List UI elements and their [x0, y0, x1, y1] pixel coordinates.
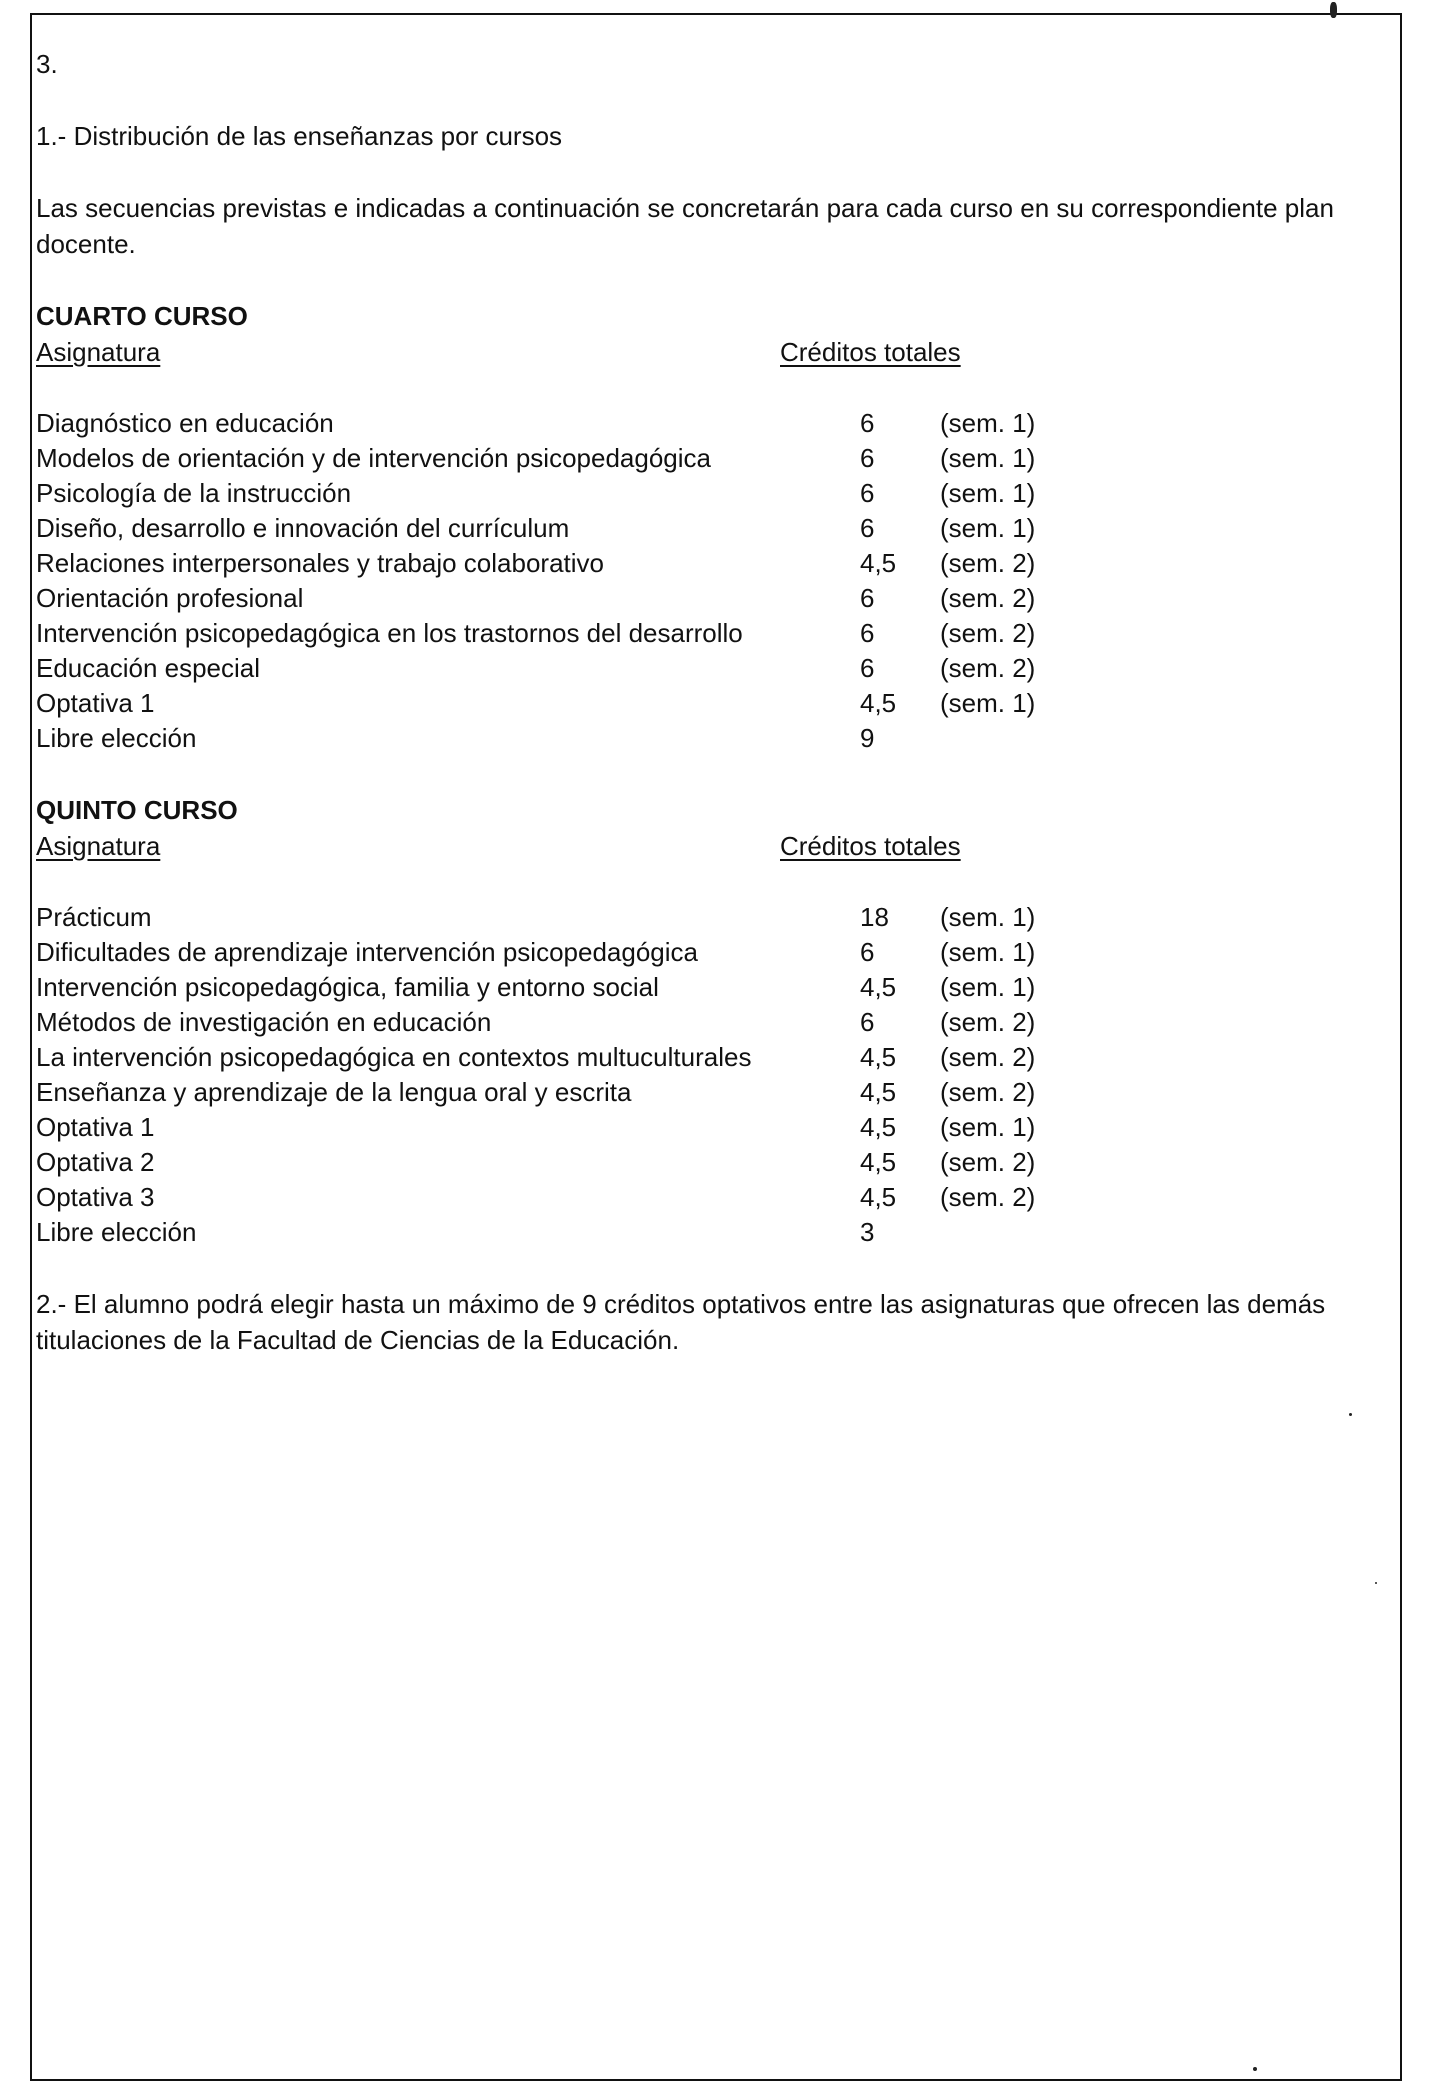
subject-cell: Optativa 2 [36, 1147, 155, 1177]
credits-column-header: Créditos totales [780, 337, 961, 367]
subject-cell: Prácticum [36, 902, 152, 932]
subject-cell: Dificultades de aprendizaje intervención psicopedagógica [36, 937, 698, 967]
semester-cell: (sem. 1) [940, 408, 1036, 438]
subject-cell: Modelos de orientación y de intervención psicopedagógica [36, 443, 711, 473]
document-body [36, 46, 1396, 1358]
table-row [36, 1005, 1396, 1040]
semester-cell: (sem. 1) [940, 937, 1036, 967]
table-row [36, 546, 1396, 581]
optional-credits-note: 2.- El alumno podrá elegir hasta un máximo de 9 créditos optativos entre las asignaturas que ofrecen las demás titulaciones de la Facultad de Ciencias de la Educación. [36, 1289, 1326, 1355]
scan-speck [1253, 2067, 1257, 2071]
table-row [36, 476, 1396, 511]
credits-cell: 4,5 [860, 972, 897, 1002]
column-headers [36, 334, 1396, 370]
table-row [36, 511, 1396, 546]
credits-cell: 6 [860, 478, 875, 508]
table-row [36, 616, 1396, 651]
credits-cell: 18 [860, 902, 889, 932]
credits-cell: 9 [860, 723, 875, 753]
credits-cell: 3 [860, 1217, 875, 1247]
credits-cell: 4,5 [860, 1147, 897, 1177]
subject-cell: Enseñanza y aprendizaje de la lengua oral y escrita [36, 1077, 632, 1107]
table-row [36, 1075, 1396, 1110]
subject-column-header: Asignatura [36, 337, 161, 367]
course-title: QUINTO CURSO [36, 795, 238, 825]
credits-cell: 6 [860, 583, 875, 613]
credits-cell: 6 [860, 443, 875, 473]
subject-cell: La intervención psicopedagógica en contextos multuculturales [36, 1042, 752, 1072]
scan-speck [1330, 2, 1337, 18]
table-row [36, 651, 1396, 686]
subject-cell: Diagnóstico en educación [36, 408, 334, 438]
subjects-table [36, 406, 1396, 756]
semester-cell: (sem. 2) [940, 1147, 1036, 1177]
table-row [36, 441, 1396, 476]
credits-cell: 4,5 [860, 1112, 897, 1142]
column-headers [36, 828, 1396, 864]
course-title: CUARTO CURSO [36, 301, 248, 331]
table-row [36, 686, 1396, 721]
credits-cell: 4,5 [860, 688, 897, 718]
courses-container [36, 298, 1396, 1250]
subject-column-header: Asignatura [36, 831, 161, 861]
semester-cell: (sem. 1) [940, 688, 1036, 718]
semester-cell: (sem. 2) [940, 1042, 1036, 1072]
credits-cell: 6 [860, 513, 875, 543]
credits-cell: 4,5 [860, 1182, 897, 1212]
subject-cell: Optativa 3 [36, 1182, 155, 1212]
table-row [36, 900, 1396, 935]
subject-cell: Optativa 1 [36, 688, 155, 718]
table-row [36, 1110, 1396, 1145]
semester-cell: (sem. 2) [940, 1007, 1036, 1037]
subject-cell: Intervención psicopedagógica, familia y entorno social [36, 972, 659, 1002]
semester-cell: (sem. 2) [940, 1077, 1036, 1107]
semester-cell: (sem. 1) [940, 972, 1036, 1002]
subject-cell: Intervención psicopedagógica en los trastornos del desarrollo [36, 618, 743, 648]
credits-cell: 4,5 [860, 1077, 897, 1107]
intro-paragraph: Las secuencias previstas e indicadas a continuación se concretarán para cada curso en su correspondiente plan docente. [36, 193, 1334, 259]
semester-cell: (sem. 2) [940, 548, 1036, 578]
table-row [36, 721, 1396, 756]
table-row [36, 970, 1396, 1005]
subject-cell: Psicología de la instrucción [36, 478, 352, 508]
subject-cell: Orientación profesional [36, 583, 304, 613]
subjects-table [36, 900, 1396, 1250]
semester-cell: (sem. 1) [940, 902, 1036, 932]
subject-cell: Diseño, desarrollo e innovación del currículum [36, 513, 570, 543]
credits-cell: 6 [860, 618, 875, 648]
table-row [36, 1215, 1396, 1250]
subject-cell: Libre elección [36, 723, 197, 753]
subject-cell: Optativa 1 [36, 1112, 155, 1142]
semester-cell: (sem. 2) [940, 618, 1036, 648]
table-row [36, 935, 1396, 970]
subject-cell: Relaciones interpersonales y trabajo colaborativo [36, 548, 604, 578]
scan-speck [1349, 1413, 1352, 1416]
table-row [36, 1040, 1396, 1075]
semester-cell: (sem. 1) [940, 1112, 1036, 1142]
credits-cell: 6 [860, 937, 875, 967]
scan-speck [1375, 1582, 1377, 1584]
semester-cell: (sem. 2) [940, 1182, 1036, 1212]
semester-cell: (sem. 1) [940, 513, 1036, 543]
credits-cell: 6 [860, 408, 875, 438]
semester-cell: (sem. 1) [940, 478, 1036, 508]
credits-cell: 4,5 [860, 548, 897, 578]
table-row [36, 406, 1396, 441]
subject-cell: Métodos de investigación en educación [36, 1007, 492, 1037]
table-row [36, 581, 1396, 616]
subject-cell: Libre elección [36, 1217, 197, 1247]
section-title: 1.- Distribución de las enseñanzas por cursos [36, 121, 563, 151]
subject-cell: Educación especial [36, 653, 261, 683]
semester-cell: (sem. 2) [940, 583, 1036, 613]
semester-cell: (sem. 2) [940, 653, 1036, 683]
credits-column-header: Créditos totales [780, 831, 961, 861]
credits-cell: 6 [860, 1007, 875, 1037]
table-row [36, 1145, 1396, 1180]
credits-cell: 4,5 [860, 1042, 897, 1072]
page-number: 3. [36, 49, 58, 79]
table-row [36, 1180, 1396, 1215]
credits-cell: 6 [860, 653, 875, 683]
semester-cell: (sem. 1) [940, 443, 1036, 473]
